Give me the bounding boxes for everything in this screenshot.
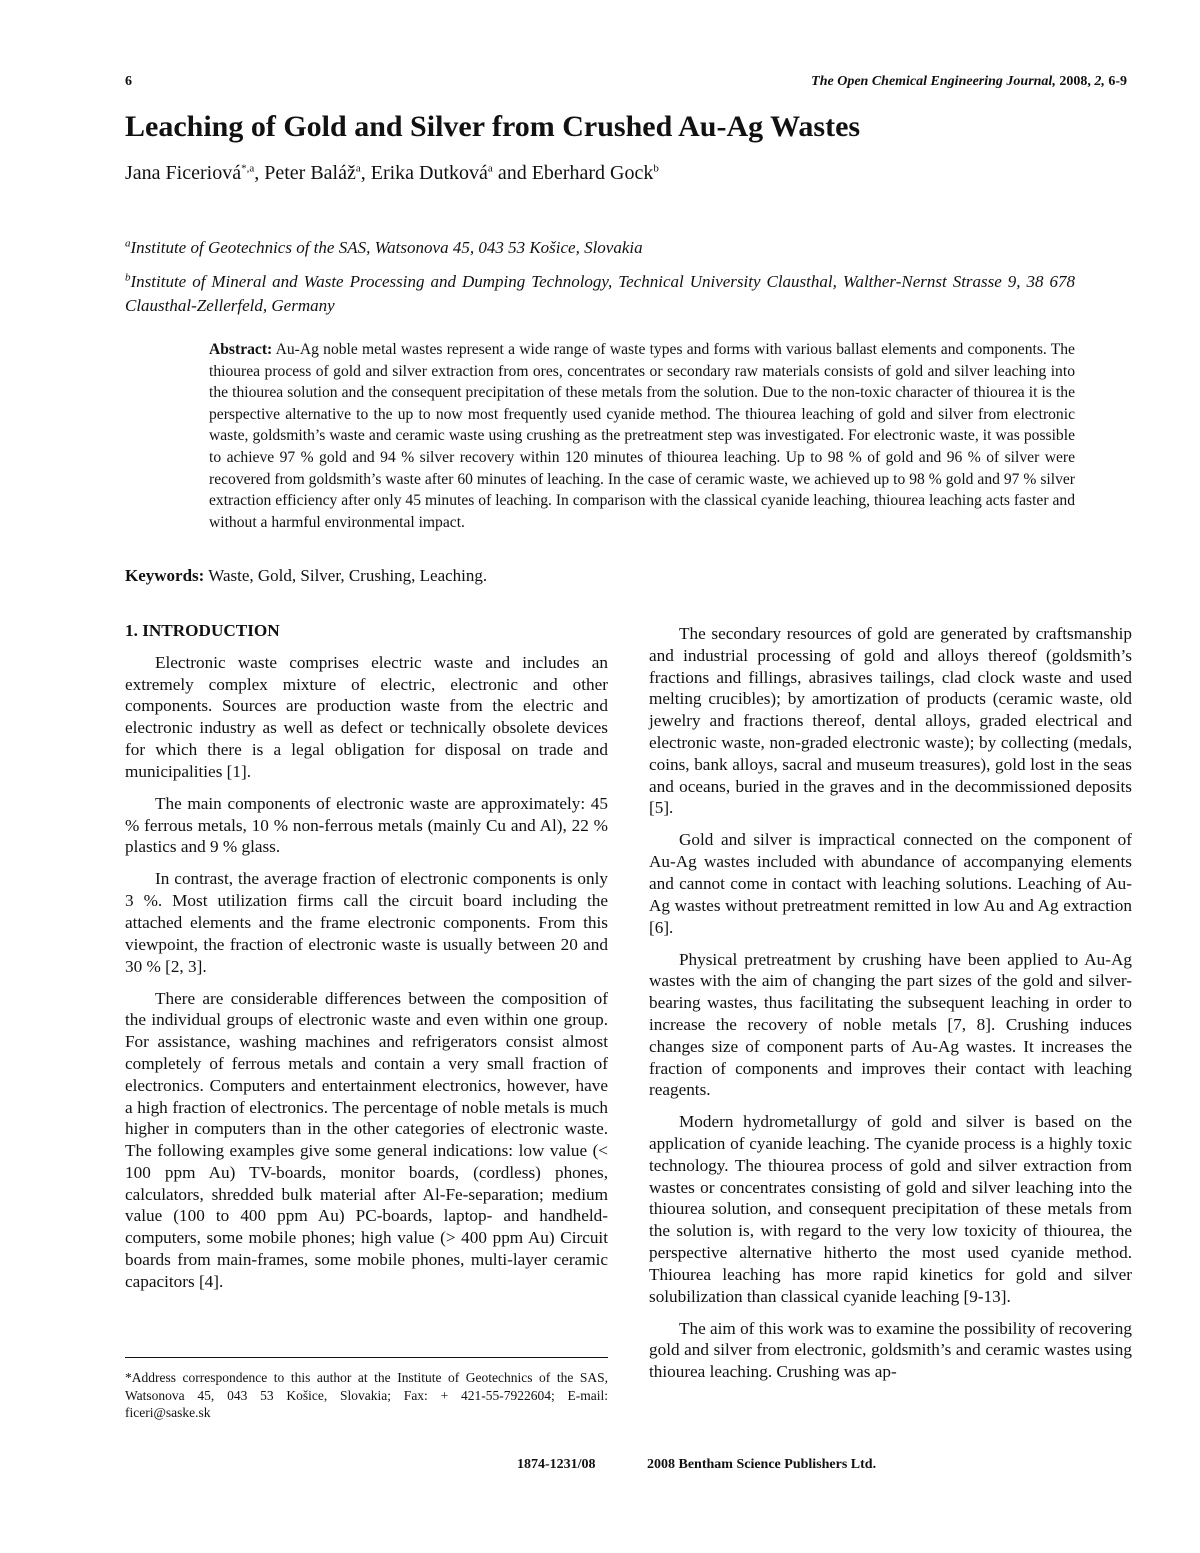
abstract xyxy=(209,339,1075,533)
left-column xyxy=(125,620,608,1303)
paragraph: The aim of this work was to examine the possibility of recovering gold and silver from electronic, goldsmith’s and ceramic wastes using thiourea leaching. Crushing was ap- xyxy=(649,1318,1132,1382)
footnote-divider xyxy=(125,1357,608,1358)
paragraph: Modern hydrometallurgy of gold and silver is based on the application of cyanide leaching. The cyanide process is a highly toxic technology. The thiourea process of gold and silver extraction from wastes or concentrates consisting of gold and silver leaching into the thiourea solution, and consequent precipitation of these metals from the solution is, with regard to the very low toxicity of thiourea, the perspective alternative hitherto the most used cyanide method. Thiourea leaching has more rapid kinetics for gold and silver solubilization than classical cyanide leaching [9-13]. xyxy=(649,1112,1132,1306)
paragraph: The secondary resources of gold are generated by craftsmanship and industrial processing of gold and alloys thereof (goldsmith’s fractions and fillings, abrasives tailings, clad clock waste and used melting crucibles); by amortization of products (ceramic waste, old jewelry and fractions thereof, dental alloys, graded electrical and electronic waste, non-graded electronic waste); by collecting (medals, coins, bank alloys, sacral and museum treasures), gold lost in the seas and oceans, buried in the graves and in the decommissioned deposits [5]. xyxy=(649,624,1132,818)
journal-volume: 2, xyxy=(1094,74,1105,89)
journal-pages: 6-9 xyxy=(1108,74,1127,89)
journal-year: 2008, xyxy=(1059,74,1091,89)
section-heading: 1. INTRODUCTION xyxy=(125,621,280,640)
affiliation-b: $^b$Institute of Mineral and Waste Processing and Dumping Technology, Technical University Clausthal, Walther-Nernst Strasse 9, 38 678 Clausthal-Zellerfeld, Germany xyxy=(125,271,1075,315)
author-2: Peter Baláž$^a$, xyxy=(264,162,371,184)
paragraph: Electronic waste comprises electric waste and includes an extremely complex mixture of electric, electronic and other components. Sources are production waste from the electric and electronic industry as well as defect or technically obsolete devices for which there is a legal obligation for disposal on trade and municipalities [1]. xyxy=(125,652,608,781)
paper-title: Leaching of Gold and Silver from Crushed Au-Ag Wastes xyxy=(125,110,861,143)
author-4: Eberhard Gock$^b$ xyxy=(531,162,659,184)
paragraph: There are considerable differences between the composition of the individual groups of electronic waste and even within one group. For assistance, washing machines and refrigerators consist almost completely of ferrous metals and contain a very small fraction of electronics. Computers and entertainment electronics, however, have a high fraction of electronics. The percentage of noble metals is much higher in computers than in the other categories of electronic waste. The following examples give some general indications: low value (< 100 ppm Au) TV-boards, monitor boards, (cordless) phones, calculators, shredded bulk material after Al-Fe-separation; medium value (100 to 400 ppm Au) PC-boards, laptop- and handheld-computers, some mobile phones; high value (> 400 ppm Au) Circuit boards from main-frames, some mobile phones, multi-layer ceramic capacitors [4]. xyxy=(125,988,608,1291)
keywords-label: Keywords: xyxy=(125,566,205,585)
issn: 1874-1231/08 xyxy=(517,1457,596,1472)
paragraph: In contrast, the average fraction of electronic components is only 3 %. Most utilization firms call the circuit board including the attached elements and the frame electronic components. From this viewpoint, the fraction of electronic waste is usually between 20 and 30 % [2, 3]. xyxy=(125,869,608,976)
author-list xyxy=(125,162,659,185)
paragraph: The main components of electronic waste are approximately: 45 % ferrous metals, 10 % non-ferrous metals (mainly Cu and Al), 22 % plastics and 9 % glass. xyxy=(125,793,608,857)
right-column xyxy=(649,623,1132,1383)
journal-name: The Open Chemical Engineering Journal, xyxy=(811,74,1056,89)
affiliation-a: $^a$Institute of Geotechnics of the SAS, Watsonova 45, 043 53 Košice, Slovakia xyxy=(125,237,643,257)
abstract-text: Au-Ag noble metal wastes represent a wide range of waste types and forms with various ballast elements and components. The thiourea process of gold and silver extraction from ores, concentrates or secondary raw materials consists of gold and silver leaching into the thiourea solution and the consequent precipitation of these metals from the solution. Due to the non-toxic character of thiourea it is the perspective alternative to the up to now most frequently used cyanide method. The thiourea leaching of gold and silver from electronic waste, goldsmith’s waste and ceramic waste using crushing as the pretreatment step was investigated. For electronic waste, it was possible to achieve 97 % gold and 94 % silver recovery within 120 minutes of thiourea leaching. Up to 98 % of gold and 96 % of silver were recovered from goldsmith’s waste after 60 minutes of leaching. In the case of ceramic waste, we achieved up to 98 % gold and 97 % silver extraction efficiency after only 45 minutes of leaching. In comparison with the classical cyanide leaching, thiourea leaching acts faster and without a harmful environmental impact. xyxy=(209,341,1075,531)
page-number: 6 xyxy=(125,74,132,89)
author-3: Erika Dutková$^a$ and xyxy=(370,162,532,184)
publisher-copyright: 2008 Bentham Science Publishers Ltd. xyxy=(647,1457,877,1472)
keywords-text: Waste, Gold, Silver, Crushing, Leaching. xyxy=(208,566,488,585)
paragraph: Physical pretreatment by crushing have been applied to Au-Ag wastes with the aim of changing the part sizes of the gold and silver-bearing wastes, thus facilitating the subsequent leaching in order to increase the recovery of noble metals [7, 8]. Crushing induces changes size of component parts of Au-Ag wastes. It increases the fraction of components and improves their contact with leaching reagents. xyxy=(649,949,1132,1100)
correspondence-footnote: *Address correspondence to this author at the Institute of Geotechnics of the SAS, Watsonova 45, 043 53 Košice, Slovakia; Fax: + 421-55-7922604; E-mail: ficeri@saske.sk xyxy=(125,1370,608,1421)
journal-header xyxy=(811,74,1127,90)
keywords xyxy=(125,566,487,586)
author-1: Jana Ficeriová$^{*,a}$, xyxy=(125,162,265,184)
paragraph: Gold and silver is impractical connected on the component of Au-Ag wastes included with abundance of accompanying elements and cannot come in contact with leaching solutions. Leaching of Au-Ag wastes without pretreatment remitted in low Au and Ag extraction [6]. xyxy=(649,830,1132,937)
abstract-label: Abstract: xyxy=(209,341,273,358)
